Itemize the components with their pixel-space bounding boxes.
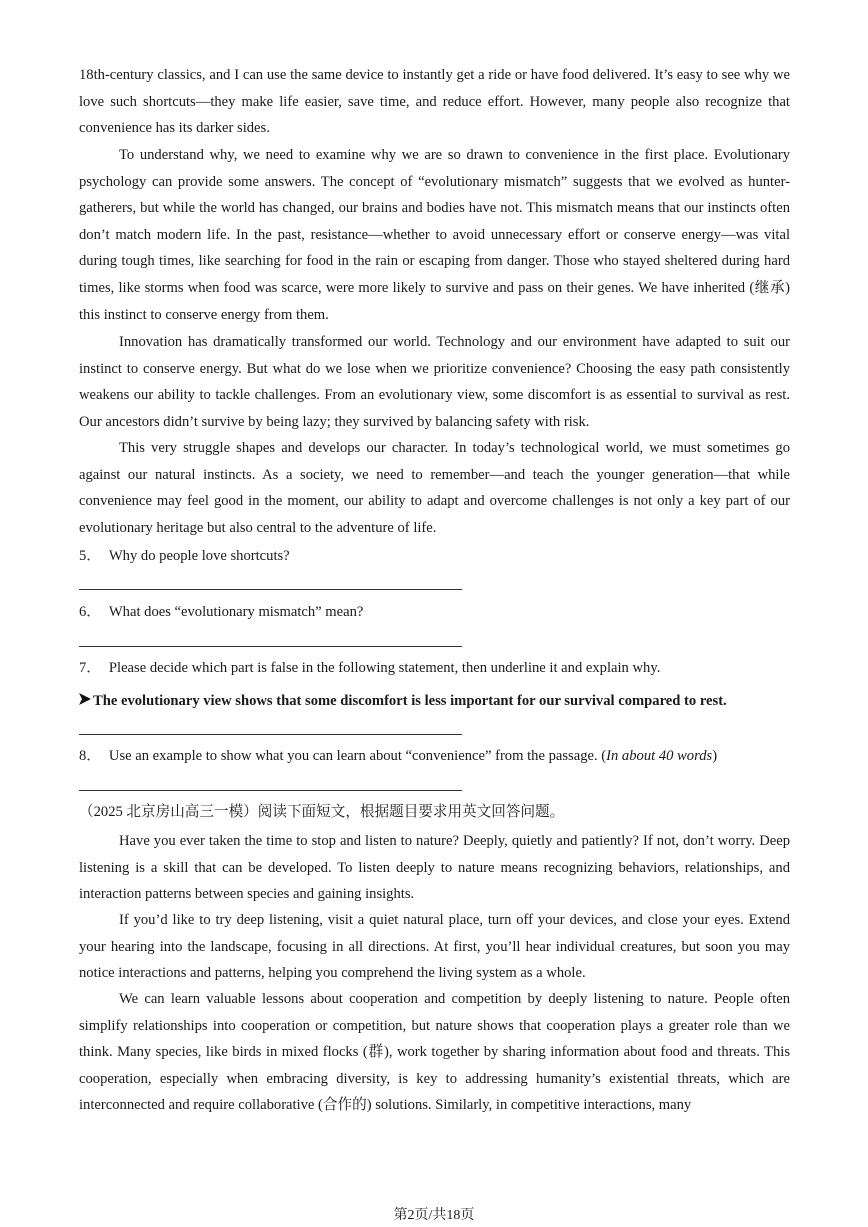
- question-6-number: 6．: [79, 604, 101, 620]
- question-7: [79, 658, 790, 678]
- question-5-number: 5．: [79, 548, 101, 564]
- arrow-bullet-icon: [79, 692, 93, 712]
- question-7-number: 7．: [79, 660, 101, 676]
- question-8-close: ): [712, 748, 718, 764]
- question-8-word-limit: In about 40 words: [606, 748, 713, 764]
- statement-text: The evolutionary view shows that some discomfort is less important for our survival compared to rest.: [93, 693, 727, 709]
- passage1-paragraph-2: Innovation has dramatically transformed our world. Technology and our environment have adapted to suit our instinct to conserve energy. But what do we lose when we prioritize convenience? Choosing the easy path consistently weakens our ability to tackle challenges. From an evolutionary view, some discomfort is as essential to survival as rest. Our ancestors didn’t survive by being lazy; they survived by balancing safety with risk.: [79, 334, 790, 430]
- passage1-paragraph-1: To understand why, we need to examine why we are so drawn to convenience in the first place. Evolutionary psychology can provide some answers. The concept of “evolutionary mismatch” suggests that we evolved as hunter-gatherers, but while the world has changed, our brains and bodies have not. This mismatch means that our instincts often don’t match modern life. In the past, resistance—whether to avoid unnecessary effort or conserve energy—was vital during tough times, like searching for food in the rain or escaping from danger. Those who stayed sheltered during hard times, like storms when food was scarce, were more likely to survive and pass on their genes. We have inherited (继承) this instinct to conserve energy from them.: [79, 147, 790, 323]
- question-5-text: Why do people love shortcuts?: [108, 548, 290, 564]
- question-7-statement: [79, 691, 790, 712]
- question-7-text: Please decide which part is false in the following statement, then underline it and explain why.: [108, 660, 661, 676]
- passage1-paragraph-3: This very struggle shapes and develops our character. In today’s technological world, we must sometimes go against our natural instincts. As a society, we need to remember—and teach the younger generation—that while convenience may feel good in the moment, our ability to adapt and overcome challenges is not only a key part of our evolutionary heritage but also central to the adventure of life.: [79, 440, 790, 536]
- question-6-text: What does “evolutionary mismatch” mean?: [108, 604, 364, 620]
- question-6: [79, 602, 790, 622]
- passage2-paragraph-1: Have you ever taken the time to stop and listen to nature? Deeply, quietly and patiently? If not, don’t worry. Deep listening is a skill that can be developed. To listen deeply to nature means recognizing behaviors, relationships, and interaction patterns between species and gaining insights.: [79, 833, 790, 903]
- answer-line-7[interactable]: [79, 734, 462, 735]
- answer-line-5[interactable]: [79, 589, 462, 590]
- question-8: [79, 746, 790, 766]
- answer-line-8[interactable]: [79, 790, 462, 791]
- passage2-paragraph-2: If you’d like to try deep listening, visit a quiet natural place, turn off your devices, and close your eyes. Extend your hearing into the landscape, focusing in all directions. At first, you’ll hear individual creatures, but soon you may notice interactions and patterns, helping you comprehend the living system as a whole.: [79, 912, 790, 982]
- question-8-number: 8．: [79, 748, 101, 764]
- answer-line-6[interactable]: [79, 646, 462, 647]
- section2-intro: （2025 北京房山高三一模）阅读下面短文，根据题目要求用英文回答问题。: [79, 804, 565, 820]
- question-5: [79, 546, 790, 566]
- passage2-paragraph-3: We can learn valuable lessons about cooperation and competition by deeply listening to nature. People often simplify relationships into cooperation or competition, but nature shows that cooperation plays a greater role than we think. Many species, like birds in mixed flocks (群), work together by sharing information about food and threats. This cooperation, especially when embracing diversity, is key to addressing humanity’s existential threats, which are interconnected and require collaborative (合作的) solutions. Similarly, in competitive interactions, many: [79, 991, 790, 1114]
- passage1-paragraph-0: 18th-century classics, and I can use the same device to instantly get a ride or have food delivered. It’s easy to see why we love such shortcuts—they make life easier, save time, and reduce effort. However, many people also recognize that convenience has its darker sides.: [79, 67, 790, 137]
- page-number: 第2页/共18页: [393, 1208, 475, 1223]
- question-8-text: Use an example to show what you can learn about “convenience” from the passage. (: [108, 748, 607, 764]
